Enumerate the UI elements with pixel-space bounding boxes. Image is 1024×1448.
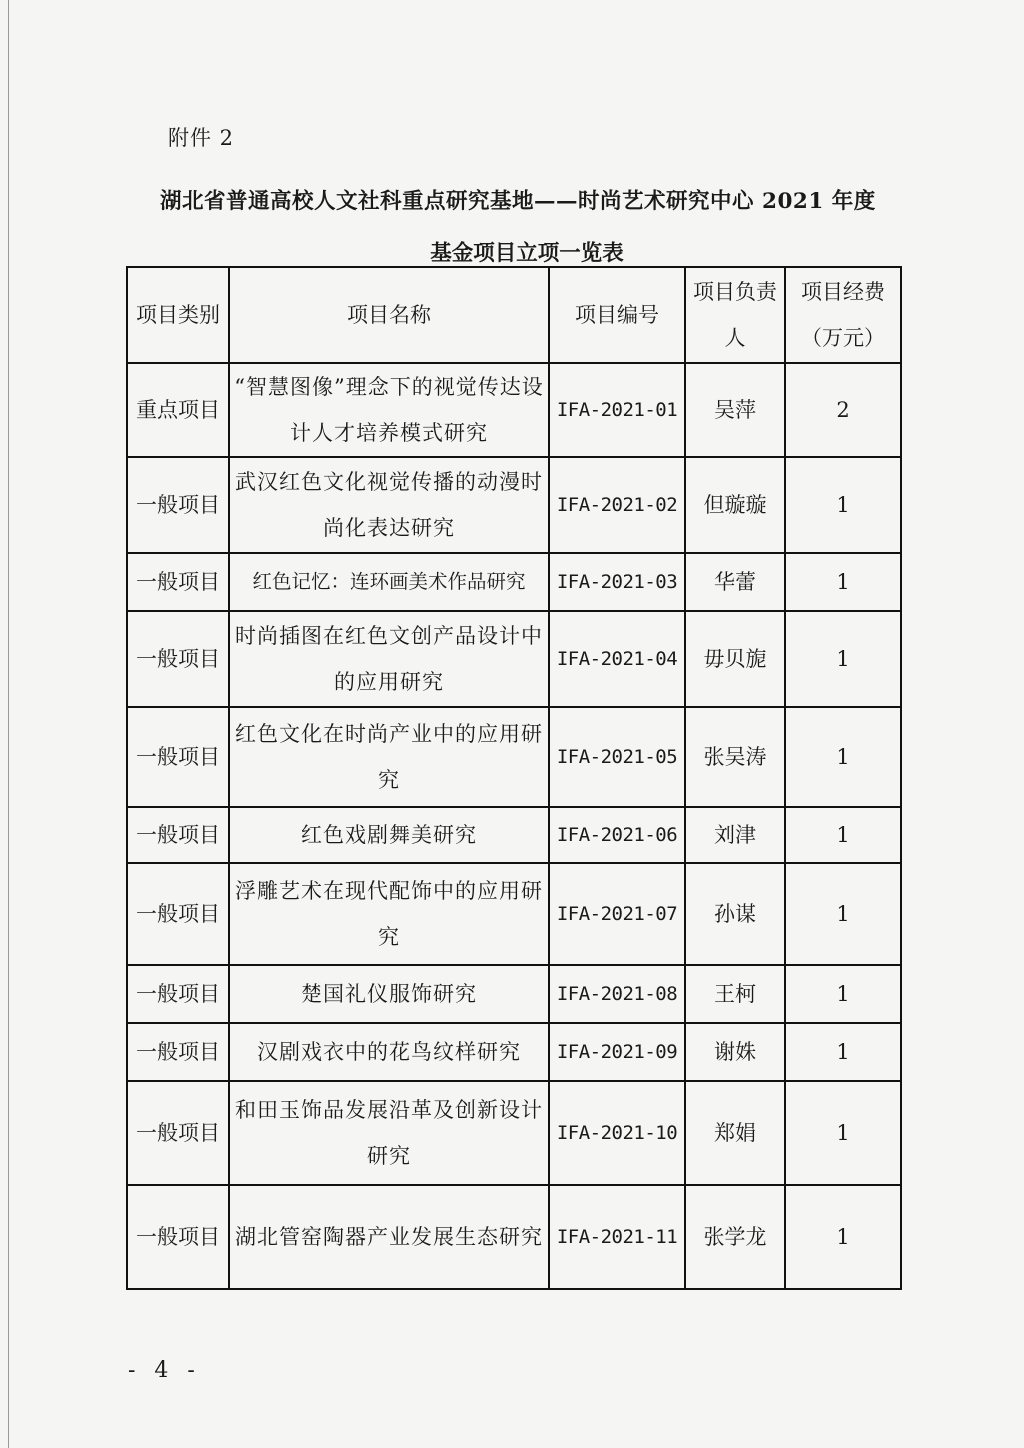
cell-leader: 吴萍 [685, 363, 785, 457]
cell-funding: 1 [785, 1023, 901, 1081]
cell-leader: 华蕾 [685, 553, 785, 611]
table-row [127, 965, 901, 1023]
cell-category: 一般项目 [127, 807, 229, 863]
cell-funding: 1 [785, 807, 901, 863]
table-header-row [127, 267, 901, 363]
cell-funding: 2 [785, 363, 901, 457]
cell-leader: 王柯 [685, 965, 785, 1023]
cell-category: 一般项目 [127, 1081, 229, 1185]
cell-code: IFA-2021-01 [549, 363, 685, 457]
cell-category: 一般项目 [127, 1023, 229, 1081]
cell-code: IFA-2021-09 [549, 1023, 685, 1081]
cell-category: 一般项目 [127, 611, 229, 707]
header-leader: 项目负责人 [685, 267, 785, 363]
table-row [127, 707, 901, 807]
cell-leader: 郑娟 [685, 1081, 785, 1185]
cell-leader: 但璇璇 [685, 457, 785, 553]
cell-name: 红色文化在时尚产业中的应用研究 [229, 707, 549, 807]
cell-name: 武汉红色文化视觉传播的动漫时尚化表达研究 [229, 457, 549, 553]
cell-leader: 孙谋 [685, 863, 785, 965]
table-row [127, 863, 901, 965]
header-code: 项目编号 [549, 267, 685, 363]
header-funding: 项目经费（万元） [785, 267, 901, 363]
cell-code: IFA-2021-03 [549, 553, 685, 611]
cell-category: 一般项目 [127, 457, 229, 553]
document-title-line2: 基金项目立项一览表 [430, 241, 624, 266]
header-name: 项目名称 [229, 267, 549, 363]
table-row [127, 611, 901, 707]
cell-code: IFA-2021-10 [549, 1081, 685, 1185]
cell-code: IFA-2021-06 [549, 807, 685, 863]
cell-code: IFA-2021-05 [549, 707, 685, 807]
cell-name: 湖北管窑陶器产业发展生态研究 [229, 1185, 549, 1289]
cell-funding: 1 [785, 1081, 901, 1185]
cell-funding: 1 [785, 553, 901, 611]
header-category: 项目类别 [127, 267, 229, 363]
cell-leader: 张吴涛 [685, 707, 785, 807]
table-row [127, 1081, 901, 1185]
cell-category: 一般项目 [127, 707, 229, 807]
cell-leader: 刘津 [685, 807, 785, 863]
document-title-line1: 湖北省普通高校人文社科重点研究基地——时尚艺术研究中心 2021 年度 [160, 189, 876, 214]
cell-funding: 1 [785, 863, 901, 965]
cell-leader: 毋贝旎 [685, 611, 785, 707]
cell-category: 重点项目 [127, 363, 229, 457]
cell-category: 一般项目 [127, 1185, 229, 1289]
cell-name: 汉剧戏衣中的花鸟纹样研究 [229, 1023, 549, 1081]
table-row [127, 1185, 901, 1289]
table-row [127, 457, 901, 553]
attachment-label: 附件 2 [168, 126, 235, 150]
cell-category: 一般项目 [127, 863, 229, 965]
table-row [127, 553, 901, 611]
cell-code: IFA-2021-08 [549, 965, 685, 1023]
project-table [126, 266, 902, 1290]
cell-name: 时尚插图在红色文创产品设计中的应用研究 [229, 611, 549, 707]
cell-code: IFA-2021-07 [549, 863, 685, 965]
cell-funding: 1 [785, 965, 901, 1023]
cell-name: 楚国礼仪服饰研究 [229, 965, 549, 1023]
cell-name: 红色记忆：连环画美术作品研究 [229, 553, 549, 611]
cell-name: 和田玉饰品发展沿革及创新设计研究 [229, 1081, 549, 1185]
page-edge-line [8, 0, 9, 1448]
table-row [127, 363, 901, 457]
cell-category: 一般项目 [127, 553, 229, 611]
cell-name: 红色戏剧舞美研究 [229, 807, 549, 863]
cell-leader: 张学龙 [685, 1185, 785, 1289]
cell-leader: 谢姝 [685, 1023, 785, 1081]
cell-code: IFA-2021-11 [549, 1185, 685, 1289]
cell-code: IFA-2021-02 [549, 457, 685, 553]
cell-name: 浮雕艺术在现代配饰中的应用研究 [229, 863, 549, 965]
cell-funding: 1 [785, 707, 901, 807]
page-number: - 4 - [128, 1358, 201, 1383]
cell-funding: 1 [785, 457, 901, 553]
cell-category: 一般项目 [127, 965, 229, 1023]
table-row [127, 807, 901, 863]
cell-name: “智慧图像”理念下的视觉传达设计人才培养模式研究 [229, 363, 549, 457]
cell-funding: 1 [785, 1185, 901, 1289]
cell-code: IFA-2021-04 [549, 611, 685, 707]
cell-funding: 1 [785, 611, 901, 707]
table-row [127, 1023, 901, 1081]
